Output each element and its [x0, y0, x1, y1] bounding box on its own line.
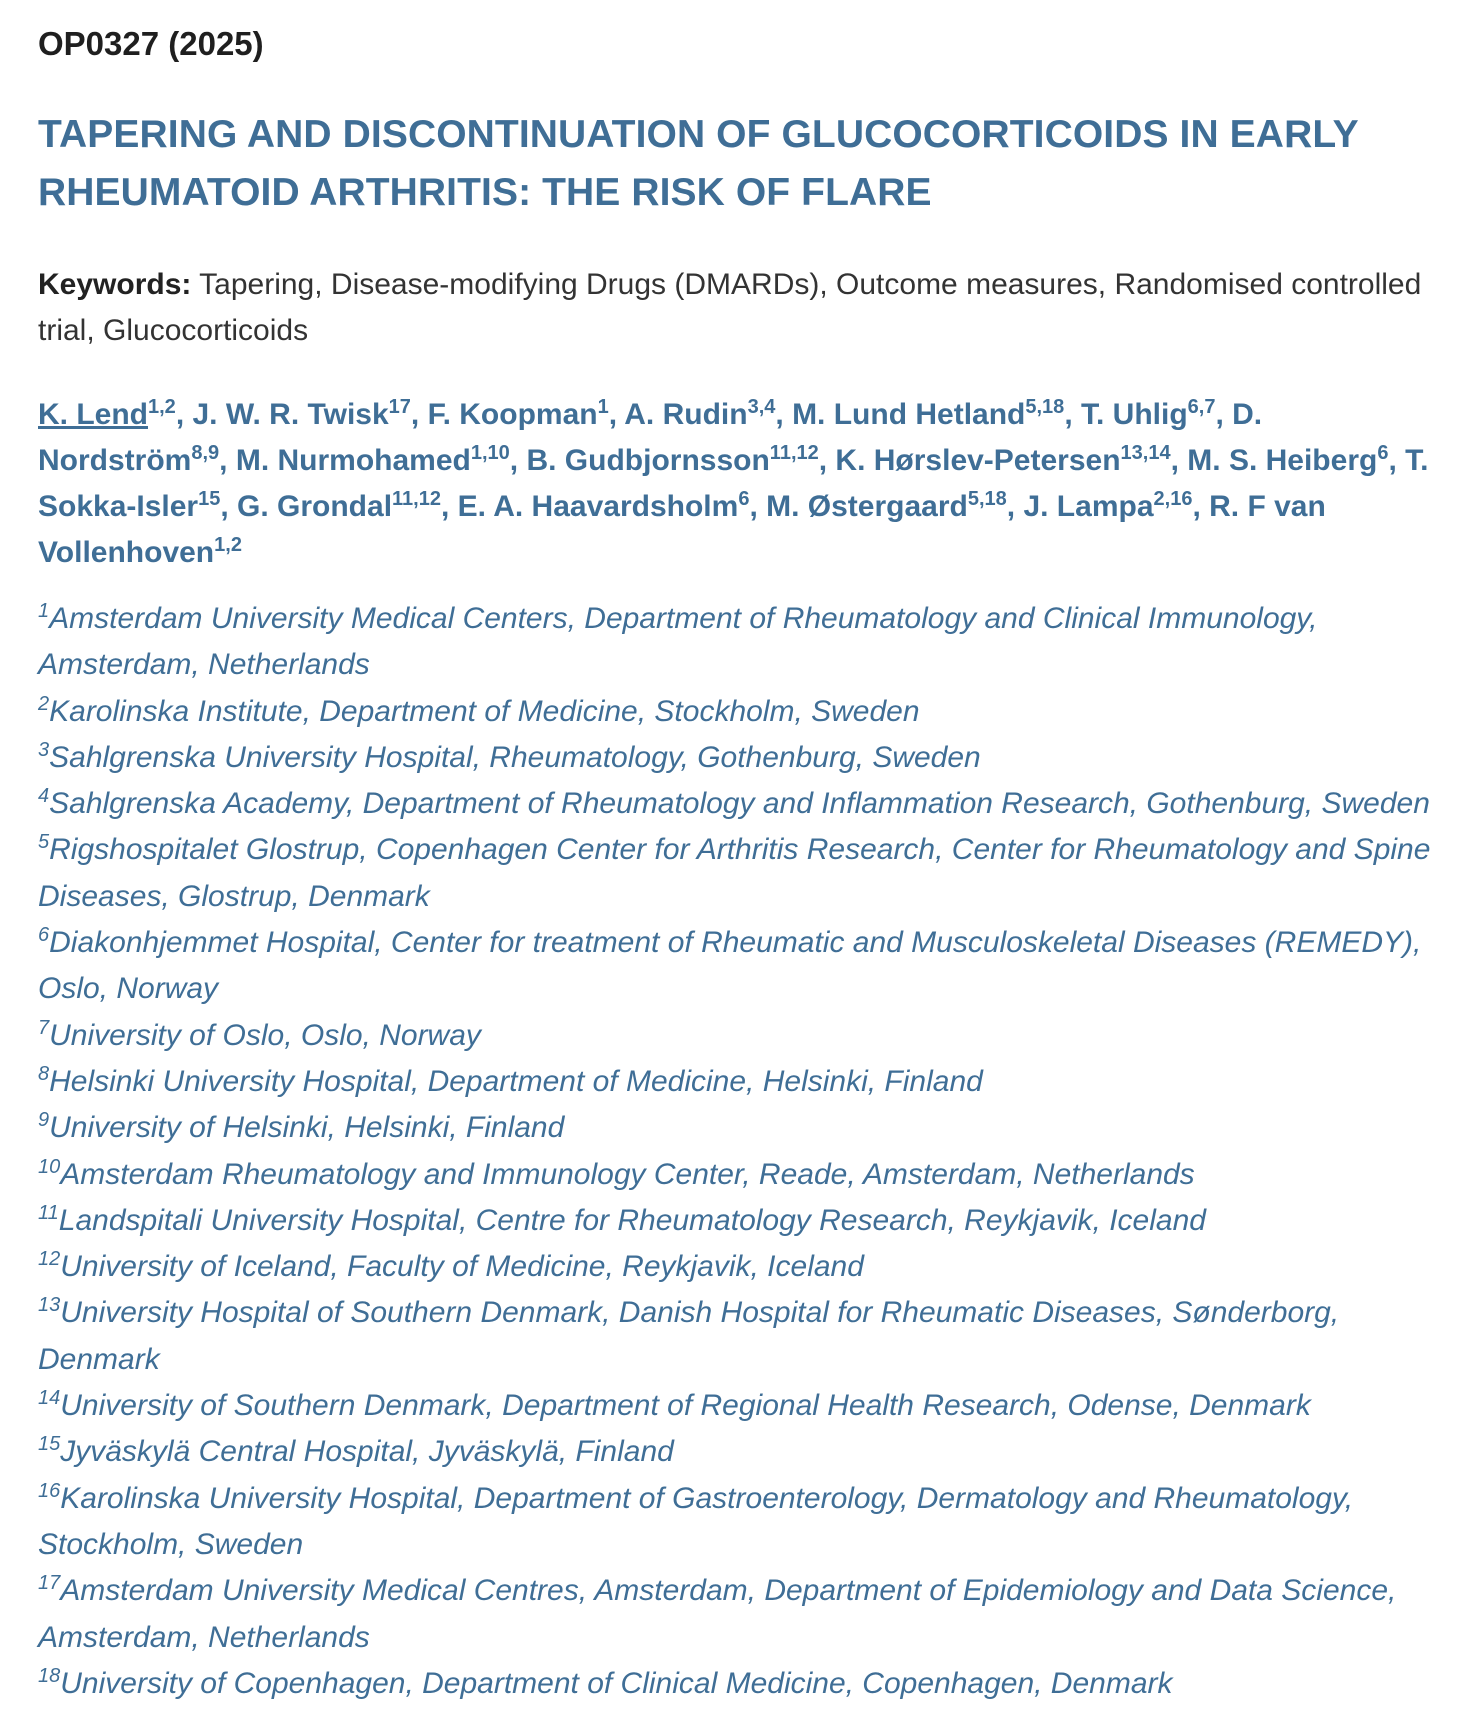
affiliation-item [38, 1429, 1433, 1475]
author [1023, 490, 1192, 523]
author-list: K. Lend$^{1,2}$, J. W. R. Twisk$^{17}$, F. Koopman$^1$, A. Rudin$^{3,4}$, M. Lund Hetland$^{5,18}$, T. Uhlig$^{6,7}$, D. Nordström$^{8,9}$, M. Nurmohamed$^{1,10}$, B. Gudbjornsson$^{11,12}$, K. Hørslev-Petersen$^{13,14}$, M. S. Heiberg$^6$, T. Sokka-Isler$^{15}$, G. Grondal$^{11,12}$, E. A. Haavardsholm$^6$, M. Østergaard$^{5,18}$, J. Lampa$^{2,16}$, R. F van Vollenhoven$^{1,2}$ [38, 396, 1429, 569]
affiliation-number: 10 [38, 1155, 61, 1178]
affiliation-item [38, 1568, 1433, 1661]
author-affiliation-ref: 6 [738, 488, 750, 510]
author-name: J. W. R. Twisk [192, 398, 389, 431]
keywords [38, 262, 1433, 354]
affiliation-item [38, 1105, 1433, 1151]
author-name: J. Lampa [1023, 490, 1154, 523]
author-affiliation-ref: 5,18 [1025, 396, 1065, 418]
author-affiliation-ref: 1,2 [214, 534, 242, 556]
author-name: F. Koopman [427, 398, 598, 431]
affiliation-text: Sahlgrenska University Hospital, Rheumatology, Gothenburg, Sweden [49, 740, 981, 774]
author-name[interactable]: K. Lend [38, 398, 148, 431]
author [792, 398, 1064, 431]
author-affiliation-ref: 17 [388, 396, 411, 418]
affiliation-number: 5 [38, 831, 50, 854]
author-affiliation-ref: 6 [1377, 442, 1389, 464]
author-name: R. F van Vollenhoven [38, 490, 1326, 569]
author-name: T. Uhlig [1080, 398, 1188, 431]
affiliation-item [38, 781, 1433, 827]
author [526, 444, 818, 477]
affiliation-item [38, 1476, 1433, 1569]
author-name: G. Grondal [237, 490, 393, 523]
affiliation-number: 12 [38, 1248, 61, 1271]
affiliation-text: Amsterdam University Medical Centres, Amsterdam, Department of Epidemiology and Data Science, Amsterdam, Netherlands [38, 1574, 1397, 1654]
affiliation-number: 6 [38, 924, 50, 947]
author [766, 490, 1007, 523]
keywords-label: Keywords: [38, 268, 192, 301]
author[interactable] [38, 398, 176, 431]
affiliation-number: 7 [38, 1016, 50, 1039]
affiliation-text: Amsterdam Rheumatology and Immunology Center, Reade, Amsterdam, Netherlands [60, 1157, 1195, 1191]
author-name: K. Hørslev-Petersen [835, 444, 1121, 477]
author-name: A. Rudin [624, 398, 748, 431]
affiliation-text: University of Southern Denmark, Department of Regional Health Research, Odense, Denmark [60, 1389, 1311, 1423]
affiliation-number: 9 [38, 1109, 50, 1132]
affiliation-number: 14 [38, 1387, 61, 1410]
affiliation-text: University of Helsinki, Helsinki, Finland [49, 1111, 565, 1145]
affiliation-text: Jyväskylä Central Hospital, Jyväskylä, Finland [60, 1435, 674, 1469]
author [428, 398, 609, 431]
affiliation-number: 1 [38, 600, 50, 622]
affiliation-text: University of Copenhagen, Department of Clinical Medicine, Copenhagen, Denmark [60, 1666, 1173, 1700]
author [624, 398, 775, 431]
author-affiliation-ref: 15 [198, 488, 221, 510]
author-affiliation-ref: 1,10 [470, 442, 510, 464]
affiliation-item [38, 735, 1433, 781]
author [1081, 398, 1215, 431]
affiliation-number: 18 [38, 1664, 61, 1687]
author-name: M. Nurmohamed [235, 444, 471, 477]
affiliation-number: 15 [38, 1433, 61, 1456]
affiliation-item [38, 1013, 1433, 1059]
author [835, 444, 1170, 477]
author-affiliation-ref: 11,12 [392, 488, 441, 510]
author [1187, 444, 1388, 477]
author-name: T. Sokka-Isler [38, 444, 1429, 523]
affiliation-item [38, 827, 1433, 920]
affiliation-number: 2 [38, 692, 50, 715]
affiliation-item [38, 1290, 1433, 1383]
abstract-id: OP0327 (2025) [38, 25, 264, 62]
abstract-title: TAPERING AND DISCONTINUATION OF GLUCOCORTICOIDS IN EARLY RHEUMATOID ARTHRITIS: THE RISK OF FLARE [38, 113, 1359, 214]
affiliation-text: Karolinska Institute, Department of Medicine, Stockholm, Sweden [49, 694, 920, 728]
author [237, 490, 441, 523]
author-affiliation-ref: 6,7 [1187, 396, 1216, 418]
affiliation-number: 4 [38, 785, 50, 808]
affiliation-item [38, 1383, 1433, 1429]
author-affiliation-ref: 8,9 [191, 442, 220, 464]
author-name: B. Gudbjornsson [526, 444, 770, 477]
author [192, 398, 410, 431]
author-name: M. Østergaard [766, 490, 968, 523]
affiliation-item [38, 689, 1433, 735]
author [458, 490, 750, 523]
affiliation-number: 13 [38, 1294, 61, 1317]
author-name: M. Lund Hetland [792, 398, 1026, 431]
affiliation-item [38, 920, 1433, 1013]
affiliation-item [38, 1244, 1433, 1290]
affiliation-text: Karolinska University Hospital, Department of Gastroenterology, Dermatology and Rheumatology, Stockholm, Sweden [38, 1481, 1354, 1561]
affiliation-number: 8 [38, 1062, 50, 1085]
affiliation-item [38, 1198, 1433, 1244]
affiliation-number: 11 [38, 1201, 59, 1224]
affiliation-text: Landspitali University Hospital, Centre for Rheumatology Research, Reykjavik, Iceland [58, 1203, 1206, 1237]
affiliation-text: Rigshospitalet Glostrup, Copenhagen Center for Arthritis Research, Center for Rheumatology and Spine Diseases, Glostrup, Denmark [38, 833, 1431, 913]
affiliation-text: University of Oslo, Oslo, Norway [49, 1018, 481, 1052]
affiliation-text: Amsterdam University Medical Centers, Department of Rheumatology and Clinical Immunology, Amsterdam, Netherlands [38, 602, 1318, 682]
affiliation-item [38, 1661, 1433, 1707]
author-affiliation-ref: 13,14 [1120, 442, 1171, 464]
author-affiliation-ref: 11,12 [769, 442, 819, 464]
affiliation-item [38, 596, 1433, 689]
author [236, 444, 510, 477]
affiliation-text: Diakonhjemmet Hospital, Center for treatment of Rheumatic and Musculoskeletal Diseases (REMEDY), Oslo, Norway [38, 926, 1422, 1006]
affiliation-item [38, 1152, 1433, 1198]
affiliation-text: University of Iceland, Faculty of Medicine, Reykjavik, Iceland [60, 1250, 864, 1284]
affiliation-text: University Hospital of Southern Denmark, Danish Hospital for Rheumatic Diseases, Sønderborg, Denmark [38, 1296, 1340, 1376]
affiliation-list [38, 596, 1433, 1707]
author-affiliation-ref: 3,4 [747, 396, 776, 418]
author-name: D. Nordström [38, 398, 1263, 477]
author-name: E. A. Haavardsholm [457, 490, 739, 523]
affiliation-number: 3 [38, 738, 50, 761]
author-affiliation-ref: 2,16 [1153, 488, 1193, 510]
affiliation-text: Sahlgrenska Academy, Department of Rheumatology and Inflammation Research, Gothenburg, Sweden [49, 787, 1430, 821]
author-affiliation-ref: 5,18 [967, 488, 1007, 510]
affiliation-number: 16 [38, 1479, 61, 1502]
author-name: M. S. Heiberg [1187, 444, 1378, 477]
author-affiliation-ref: 1,2 [148, 396, 176, 418]
affiliation-item [38, 1059, 1433, 1105]
author-affiliation-ref: 1 [597, 396, 609, 418]
keywords-text: Tapering, Disease-modifying Drugs (DMARDs), Outcome measures, Randomised controlled trial, Glucocorticoids [38, 268, 1422, 347]
affiliation-number: 17 [38, 1572, 61, 1595]
affiliation-text: Helsinki University Hospital, Department of Medicine, Helsinki, Finland [49, 1064, 983, 1098]
